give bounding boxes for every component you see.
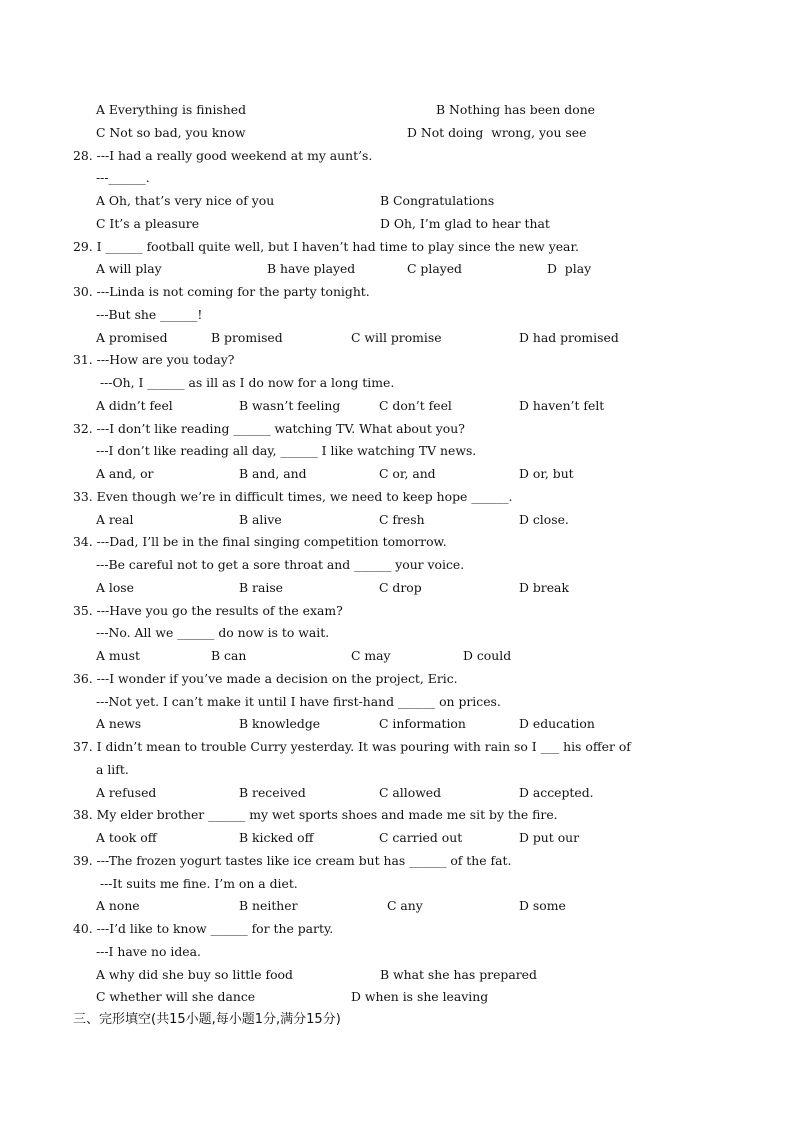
answer-option: D play [547,261,592,277]
question-text: 29. I ______ football quite well, but I haven’t had time to play since the new year. [73,238,579,254]
dialogue-line: ---No. All we ______ do now is to wait. [96,625,330,641]
answer-option: A didn’t feel [96,397,173,413]
answer-option: D Not doing wrong, you see [407,124,587,140]
answer-option: A refused [96,784,157,800]
answer-option: A must [96,648,140,663]
answer-option: B raise [239,579,284,595]
question-text: 35. ---Have you go the results of the exam? [73,602,343,618]
answer-option: C information [379,716,466,732]
dialogue-line: ---It suits me fine. I’m on a diet. [96,875,298,891]
dialogue-line: ---Be careful not to get a sore throat and ______ your voice. [96,557,465,572]
answer-option: C played [407,261,462,277]
answer-option: C or, and [379,466,436,481]
dialogue-line: a lift. [96,761,129,777]
answer-option: C whether will she dance [96,989,256,1005]
dialogue-line: ---Not yet. I can’t make it until I have first-hand ______ on prices. [96,693,501,709]
answer-option: A lose [96,579,135,595]
answer-option: B neither [239,898,298,914]
answer-option: A why did she buy so little food [96,966,293,982]
answer-option: C may [351,648,391,663]
question-text: 39. ---The frozen yogurt tastes like ice cream but has ______ of the fat. [73,852,512,868]
answer-option: B Nothing has been done [436,102,596,117]
answer-option: D put our [519,830,580,845]
question-text: 33. Even though we’re in difficult times, we need to keep hope ______. [73,488,513,504]
answer-option: D could [463,648,512,663]
answer-option: B have played [267,261,356,277]
answer-option: D accepted. [519,784,594,800]
answer-option: C It’s a pleasure [96,215,200,231]
answer-option: D when is she leaving [351,989,489,1005]
answer-option: B kicked off [239,830,314,845]
answer-option: D close. [519,511,569,527]
answer-option: A none [96,898,140,914]
answer-option: C Not so bad, you know [96,124,246,140]
answer-option: D Oh, I’m glad to hear that [380,215,550,231]
dialogue-line: ---But she ______! [96,306,203,322]
answer-option: B what she has prepared [380,966,537,982]
answer-option: B wasn’t feeling [239,397,341,413]
answer-option: B Congratulations [380,193,495,208]
dialogue-line: ---Oh, I ______ as ill as I do now for a long time. [96,375,395,390]
answer-option: C any [387,898,423,914]
answer-option: C carried out [379,830,463,845]
answer-option: C will promise [351,329,442,345]
answer-option: B received [239,784,306,800]
question-text: 40. ---I’d like to know ______ for the party. [73,921,334,936]
question-text: 31. ---How are you today? [73,352,235,368]
answer-option: B and, and [239,466,307,481]
answer-option: A will play [96,261,162,277]
answer-option: A Oh, that’s very nice of you [96,193,275,208]
answer-option: A real [96,511,134,527]
answer-option: D break [519,579,569,595]
answer-option: C fresh [379,511,425,527]
question-text: 32. ---I don’t like reading ______ watching TV. What about you? [73,420,465,436]
answer-option: B promised [211,329,283,345]
dialogue-line: ---I have no idea. [96,943,201,959]
answer-option: D had promised [519,329,619,345]
answer-option: C don’t feel [379,397,452,413]
answer-option: D some [519,898,566,914]
answer-option: A and, or [96,466,154,481]
answer-option: D education [519,716,595,732]
answer-option: C allowed [379,784,442,800]
question-text: 38. My elder brother ______ my wet sports shoes and made me sit by the fire. [73,807,558,823]
section-heading: 三、完形填空(共15小题,每小题1分,满分15分) [73,1012,341,1027]
answer-option: A news [96,716,142,732]
question-text: 30. ---Linda is not coming for the party tonight. [73,284,370,299]
answer-option: D or, but [519,466,574,481]
dialogue-line: ---______. [96,170,150,186]
answer-option: B can [211,648,247,663]
answer-option: A took off [96,830,157,845]
question-text: 37. I didn’t mean to trouble Curry yesterday. It was pouring with rain so I ___ his offer of [73,739,631,754]
answer-option: B knowledge [239,716,321,732]
question-text: 36. ---I wonder if you’ve made a decision on the project, Eric. [73,670,458,686]
question-text: 34. ---Dad, I’ll be in the final singing competition tomorrow. [73,534,447,550]
answer-option: D haven’t felt [519,397,605,413]
question-text: 28. ---I had a really good weekend at my aunt’s. [73,147,373,163]
answer-option: B alive [239,511,282,527]
answer-option: A Everything is finished [96,102,247,117]
answer-option: A promised [96,329,168,345]
dialogue-line: ---I don’t like reading all day, ______ I like watching TV news. [96,443,477,459]
answer-option: C drop [379,579,422,595]
